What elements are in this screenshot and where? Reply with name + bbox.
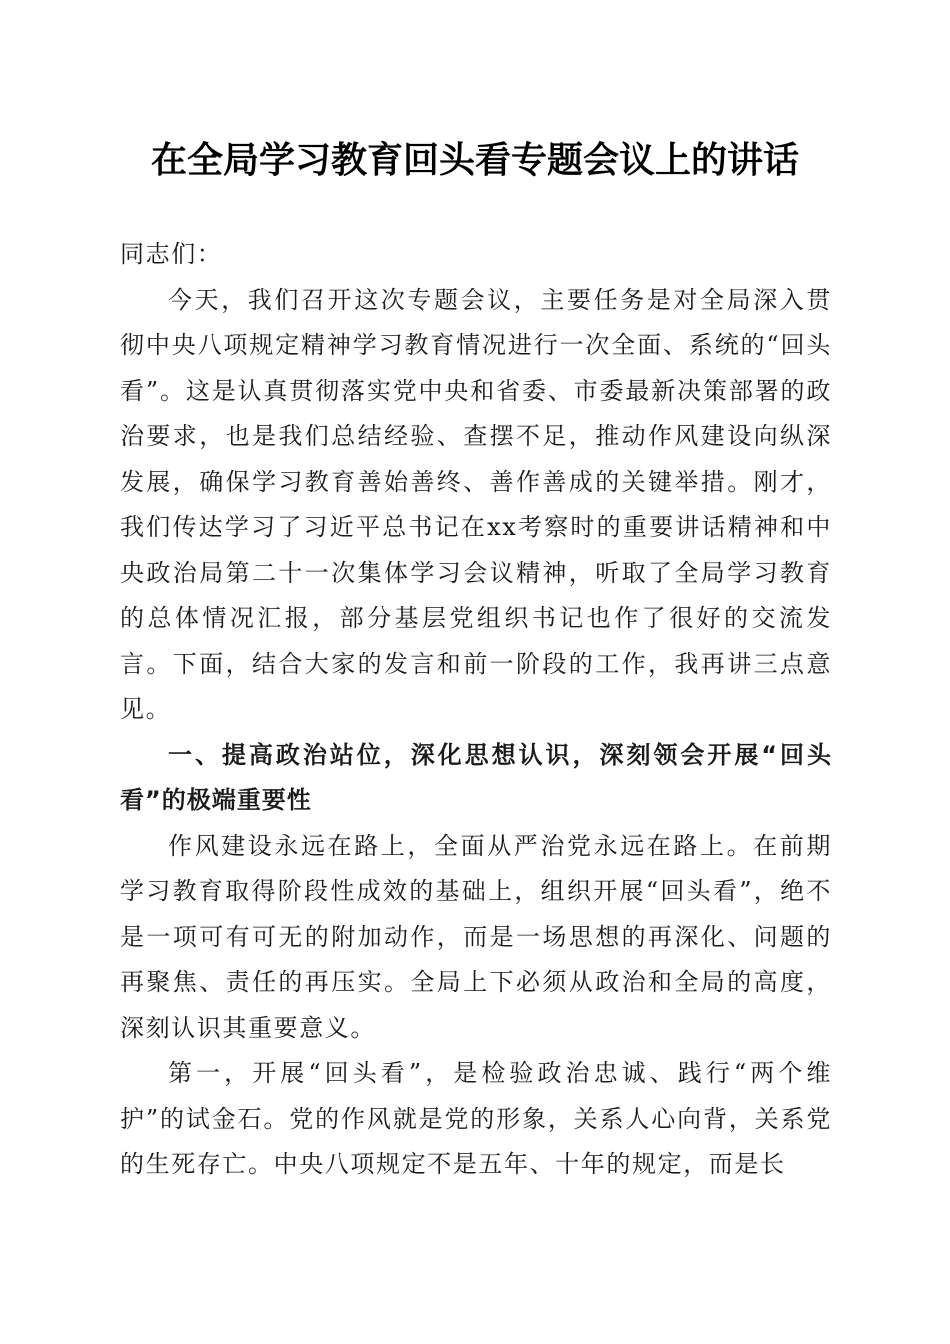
document-body <box>120 232 832 1188</box>
salutation: 同志们： <box>120 240 223 268</box>
section-heading-1: 一、提高政治站位，深化思想认识，深刻领会开展“回头看”的极端重要性 <box>120 740 832 814</box>
paragraph-section-1: 作风建设永远在路上，全面从严治党永远在路上。在前期学习教育取得阶段性成效的基础上，组织开展“回头看”，绝不是一项可有可无的附加动作，而是一场思想的再深化、问题的再聚焦、责任的再压实。全局上下必须从政治和全局的高度，深刻认识其重要意义。 <box>120 831 832 1042</box>
paragraph-intro: 今天，我们召开这次专题会议，主要任务是对全局深入贯彻中央八项规定精神学习教育情况进行一次全面、系统的“回头看”。这是认真贯彻落实党中央和省委、市委最新决策部署的政治要求，也是我们总结经验、查摆不足，推动作风建设向纵深发展，确保学习教育善始善终、善作善成的关键举措。刚才，我们传达学习了习近平总书记在xx考察时的重要讲话精神和中央政治局第二十一次集体学习会议精神，听取了全局学习教育的总体情况汇报，部分基层党组织书记也作了很好的交流发言。下面，结合大家的发言和前一阶段的工作，我再讲三点意见。 <box>120 285 832 723</box>
paragraph-point-1: 第一，开展“回头看”，是检验政治忠诚、践行“两个维护”的试金石。党的作风就是党的形象，关系人心向背，关系党的生死存亡。中央八项规定不是五年、十年的规定，而是长 <box>120 1059 832 1178</box>
document-title: 在全局学习教育回头看专题会议上的讲话 <box>150 139 799 181</box>
